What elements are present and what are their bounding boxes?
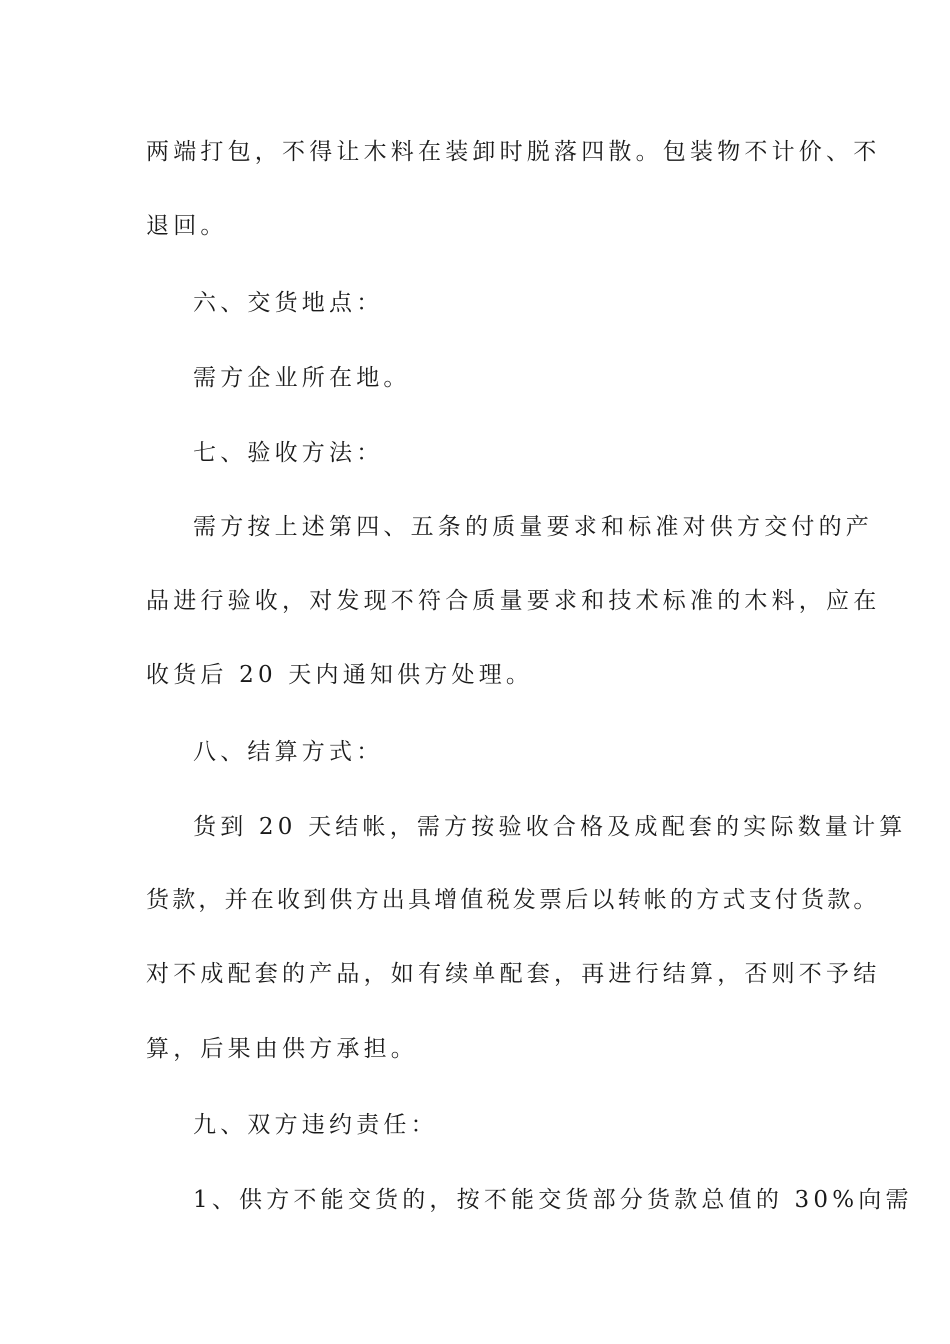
paragraph-line: 1、供方不能交货的，按不能交货部分货款总值的 30%向需 — [193, 1187, 913, 1213]
paragraph-line: 品进行验收，对发现不符合质量要求和技术标准的木料，应在 — [146, 588, 881, 614]
paragraph-line: 需方按上述第四、五条的质量要求和标准对供方交付的产 — [193, 514, 873, 540]
paragraph-line: 需方企业所在地。 — [193, 365, 411, 391]
paragraph-line: 对不成配套的产品，如有续单配套，再进行结算，否则不予结 — [146, 961, 881, 987]
paragraph-line: 货到 20 天结帐，需方按验收合格及成配套的实际数量计算 — [193, 814, 907, 840]
paragraph-line: 算，后果由供方承担。 — [146, 1036, 418, 1062]
section-heading-settlement-method: 八、结算方式： — [193, 739, 384, 765]
section-heading-acceptance-method: 七、验收方法： — [193, 440, 384, 466]
section-heading-delivery-location: 六、交货地点： — [193, 290, 384, 316]
paragraph-line: 两端打包，不得让木料在装卸时脱落四散。包装物不计价、不 — [146, 139, 881, 165]
paragraph-line: 货款，并在收到供方出具增值税发票后以转帐的方式支付货款。 — [146, 887, 880, 913]
paragraph-line: 退回。 — [146, 213, 228, 239]
paragraph-line: 收货后 20 天内通知供方处理。 — [146, 662, 534, 688]
section-heading-breach-liability: 九、双方违约责任： — [193, 1112, 438, 1138]
